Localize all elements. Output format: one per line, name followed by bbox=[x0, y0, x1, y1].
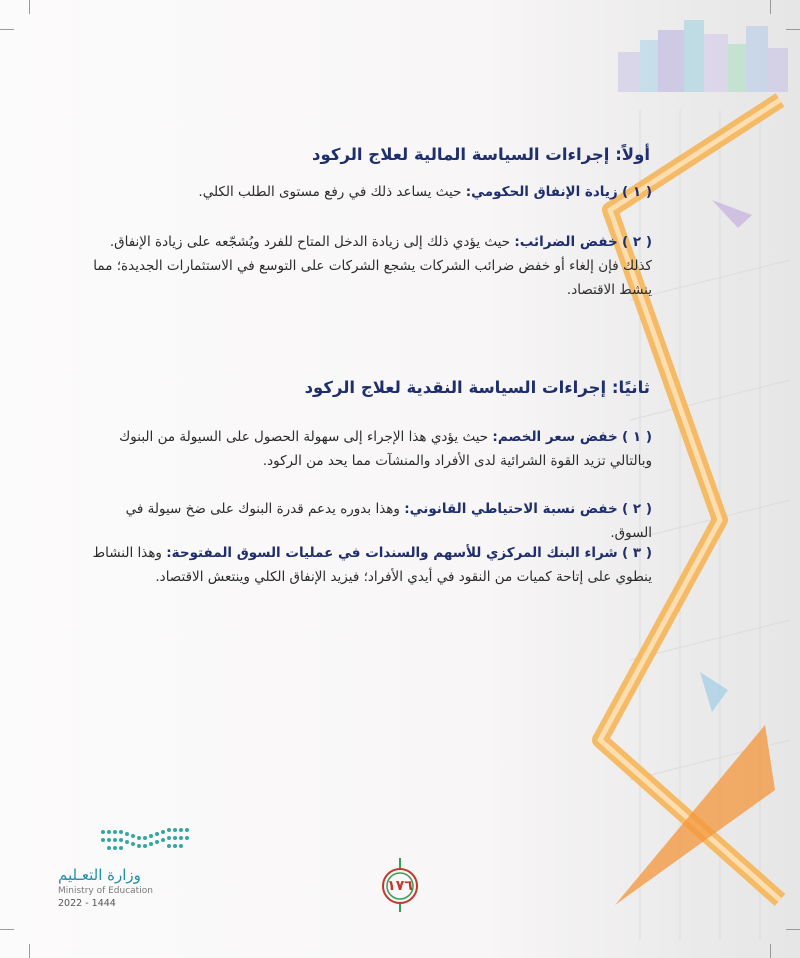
item-term: زيادة الإنفاق الحكومي: bbox=[465, 184, 618, 200]
section2-item-1 bbox=[84, 425, 652, 473]
page-number bbox=[366, 868, 434, 908]
page-number-text: ١٧٦ bbox=[387, 878, 413, 894]
item-term: خفض الضرائب: bbox=[514, 234, 618, 250]
logo-english-text: Ministry of Education bbox=[58, 886, 153, 896]
item-text: حيث يؤدي هذا الإجراء إلى سهولة الحصول على السيولة من البنوك وبالتالي تزيد القوة الشرائية لدى الأفراد والمنشآت مما يحد من الركود. bbox=[119, 429, 652, 469]
section2-heading: ثانيًا: إجراءات السياسة النقدية لعلاج الركود bbox=[304, 378, 650, 397]
item-number: ( ٢ ) bbox=[622, 234, 652, 250]
item-number: ( ٣ ) bbox=[622, 545, 652, 561]
item-term: خفض سعر الخصم: bbox=[492, 429, 618, 445]
section2-item-3 bbox=[84, 541, 652, 589]
logo-year: 2022 - 1444 bbox=[58, 898, 116, 909]
item-term: خفض نسبة الاحتياطي القانوني: bbox=[404, 501, 618, 517]
item-number: ( ١ ) bbox=[622, 184, 652, 200]
item-text: حيث يساعد ذلك في رفع مستوى الطلب الكلي. bbox=[198, 184, 462, 200]
item-number: ( ٢ ) bbox=[622, 501, 652, 517]
section1-heading: أولاً: إجراءات السياسة المالية لعلاج الركود bbox=[312, 145, 650, 164]
ministry-of-education-logo bbox=[52, 826, 202, 916]
item-term: شراء البنك المركزي للأسهم والسندات في عمليات السوق المفتوحة: bbox=[166, 545, 618, 561]
item-text: وهذا النشاط ينطوي على إتاحة كميات من النقود في أيدي الأفراد؛ فيزيد الإنفاق الكلي وينتعش الاقتصاد. bbox=[92, 545, 652, 585]
logo-arabic-text: وزارة التعـليم bbox=[58, 866, 141, 884]
item-text: حيث يؤدي ذلك إلى زيادة الدخل المتاح للفرد ويُشجّعه على زيادة الإنفاق. كذلك فإن إلغاء أو خفض ضرائب الشركات يشجع الشركات على التوسع في الاستثمارات الجديدة؛ مما ينشط الاقتصاد. bbox=[93, 234, 652, 298]
item-number: ( ١ ) bbox=[622, 429, 652, 445]
section1-item-2 bbox=[84, 230, 652, 302]
section1-item-1 bbox=[84, 180, 652, 204]
item-text: وهذا بدوره يدعم قدرة البنوك على ضخ سيولة في السوق. bbox=[125, 501, 652, 541]
section2-item-2 bbox=[84, 497, 652, 545]
